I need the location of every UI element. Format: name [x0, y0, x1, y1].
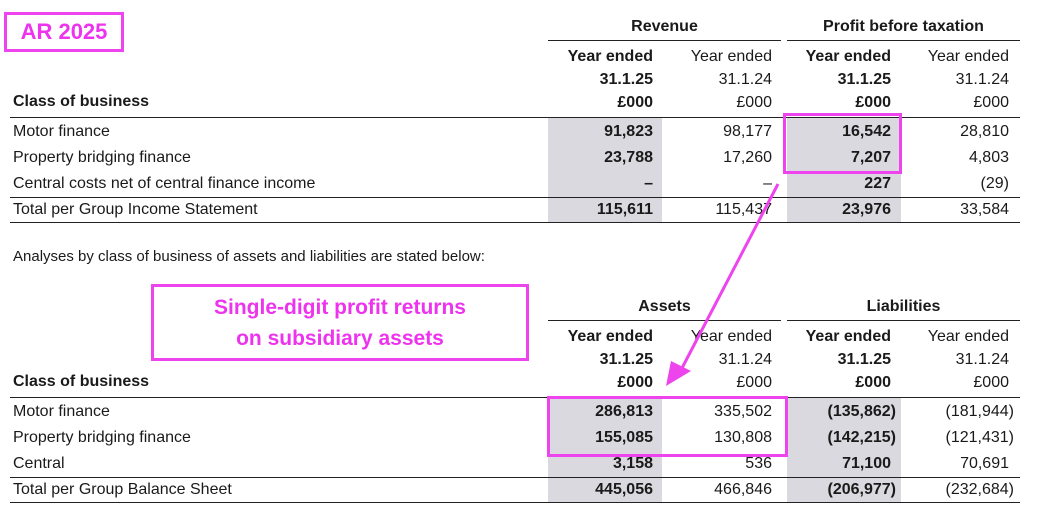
table-cell: 28,810: [960, 123, 1009, 140]
row-label: Property bridging finance: [13, 429, 191, 446]
column-header: Year ended 31.1.24 £000: [690, 48, 772, 111]
table-cell: 466,846: [714, 481, 772, 498]
table-cell: 130,808: [714, 429, 772, 446]
row-label: Central costs net of central finance income: [13, 175, 316, 192]
arrow-head: [666, 361, 691, 386]
group-header-assets: Assets: [638, 298, 691, 315]
report-badge: AR 2025: [4, 12, 124, 52]
row-label: Total per Group Income Statement: [13, 201, 258, 218]
table-cell: (206,977): [827, 481, 896, 498]
table-cell: 23,788: [604, 149, 653, 166]
column-header: Year ended 31.1.25 £000: [567, 328, 653, 391]
column-header: Year ended 31.1.24 £000: [927, 328, 1009, 391]
table-cell: 115,611: [596, 201, 653, 218]
table-cell: –: [644, 175, 653, 192]
table-cell: 155,085: [595, 429, 653, 446]
arrow-line: [681, 184, 778, 370]
column-header: Year ended 31.1.25 £000: [805, 48, 891, 111]
table-cell: (181,944): [945, 403, 1014, 420]
table-cell: 227: [864, 175, 891, 192]
class-of-business-label: Class of business: [13, 93, 150, 110]
table-cell: (142,215): [827, 429, 896, 446]
table-cell: (121,431): [945, 429, 1014, 446]
callout-line: Single-digit profit returns: [214, 296, 466, 319]
table-cell: –: [763, 175, 772, 192]
table-cell: 7,207: [850, 149, 891, 166]
analysis-note: Analyses by class of business of assets and liabilities are stated below:: [13, 248, 485, 265]
table-cell: (232,684): [945, 481, 1014, 498]
table-cell: 445,056: [595, 481, 653, 498]
table-cell: (29): [980, 175, 1009, 192]
table-cell: 3,158: [612, 455, 653, 472]
table-cell: 4,803: [968, 149, 1009, 166]
table-cell: 536: [745, 455, 772, 472]
table-cell: 33,584: [960, 201, 1009, 218]
table-cell: (135,862): [827, 403, 896, 420]
row-label: Central: [13, 455, 65, 472]
table-cell: 335,502: [714, 403, 772, 420]
column-header: Year ended 31.1.25 £000: [567, 48, 653, 111]
row-label: Motor finance: [13, 403, 110, 420]
table-cell: 71,100: [842, 455, 891, 472]
row-label: Total per Group Balance Sheet: [13, 481, 232, 498]
table-cell: 115,437: [715, 201, 772, 218]
table-cell: 91,823: [604, 123, 653, 140]
column-header: Year ended 31.1.24 £000: [927, 48, 1009, 111]
column-header: Year ended 31.1.25 £000: [805, 328, 891, 391]
table-cell: 286,813: [595, 403, 653, 420]
table-cell: 16,542: [842, 123, 891, 140]
column-header: Year ended 31.1.24 £000: [690, 328, 772, 391]
class-of-business-label: Class of business: [13, 373, 150, 390]
group-header-liabilities: Liabilities: [866, 298, 941, 315]
group-header-revenue: Revenue: [631, 18, 698, 35]
table-cell: 70,691: [960, 455, 1009, 472]
table-cell: 23,976: [842, 201, 891, 218]
row-label: Motor finance: [13, 123, 110, 140]
callout-line: on subsidiary assets: [236, 327, 444, 350]
table-cell: 98,177: [723, 123, 772, 140]
row-label: Property bridging finance: [13, 149, 191, 166]
table-cell: 17,260: [723, 149, 772, 166]
group-header-profit: Profit before taxation: [823, 18, 984, 35]
